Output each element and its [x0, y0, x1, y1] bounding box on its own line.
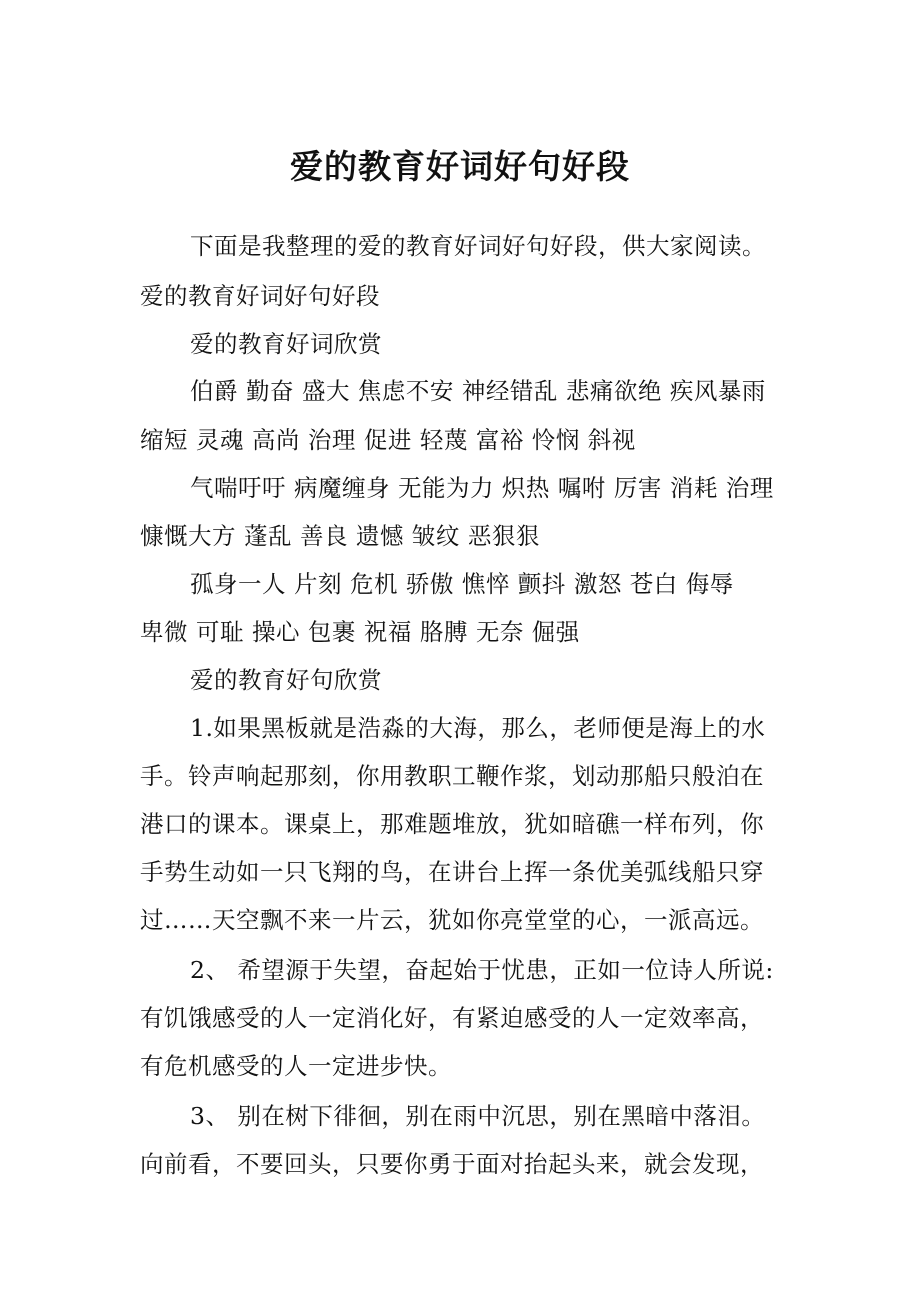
section-heading-words: 爱的教育好词欣赏: [190, 330, 382, 358]
word-list-line: 气喘吁吁 病魔缠身 无能为力 炽热 嘱咐 厉害 消耗 治理: [190, 474, 774, 502]
word-list-line: 缩短 灵魂 高尚 治理 促进 轻蔑 富裕 怜悯 斜视: [140, 426, 636, 454]
paragraph-line: 向前看，不要回头，只要你勇于面对抬起头来，就会发现，: [140, 1150, 764, 1178]
word-list-line: 卑微 可耻 操心 包裹 祝福 胳膊 无奈 倔强: [140, 618, 580, 646]
subheading: 爱的教育好词好句好段: [140, 282, 380, 310]
paragraph-line: 2、 希望源于失望，奋起始于忧患，正如一位诗人所说:: [190, 956, 774, 984]
paragraph-line: 过……天空飘不来一片云，犹如你亮堂堂的心，一派高远。: [140, 906, 764, 934]
paragraph-line: 手势生动如一只飞翔的鸟，在讲台上挥一条优美弧线船只穿: [140, 858, 764, 886]
intro-line: 下面是我整理的爱的教育好词好句好段，供大家阅读。: [190, 232, 766, 260]
section-heading-sentences: 爱的教育好句欣赏: [190, 666, 382, 694]
word-list-line: 伯爵 勤奋 盛大 焦虑不安 神经错乱 悲痛欲绝 疾风暴雨: [190, 377, 766, 405]
document-title: 爱的教育好词好句好段: [290, 147, 630, 186]
word-list-line: 慷慨大方 蓬乱 善良 遗憾 皱纹 恶狠狠: [140, 522, 540, 550]
paragraph-line: 1.如果黑板就是浩淼的大海，那么，老师便是海上的水: [190, 714, 766, 742]
paragraph-line: 手。铃声响起那刻，你用教职工鞭作浆，划动那船只般泊在: [140, 762, 764, 790]
paragraph-line: 港口的课本。课桌上，那难题堆放，犹如暗礁一样布列，你: [140, 810, 764, 838]
paragraph-line: 有危机感受的人一定进步快。: [140, 1052, 452, 1080]
paragraph-line: 3、 别在树下徘徊，别在雨中沉思，别在黑暗中落泪。: [190, 1102, 766, 1130]
word-list-line: 孤身一人 片刻 危机 骄傲 憔悴 颤抖 激怒 苍白 侮辱: [190, 570, 734, 598]
paragraph-line: 有饥饿感受的人一定消化好，有紧迫感受的人一定效率高，: [140, 1004, 764, 1032]
